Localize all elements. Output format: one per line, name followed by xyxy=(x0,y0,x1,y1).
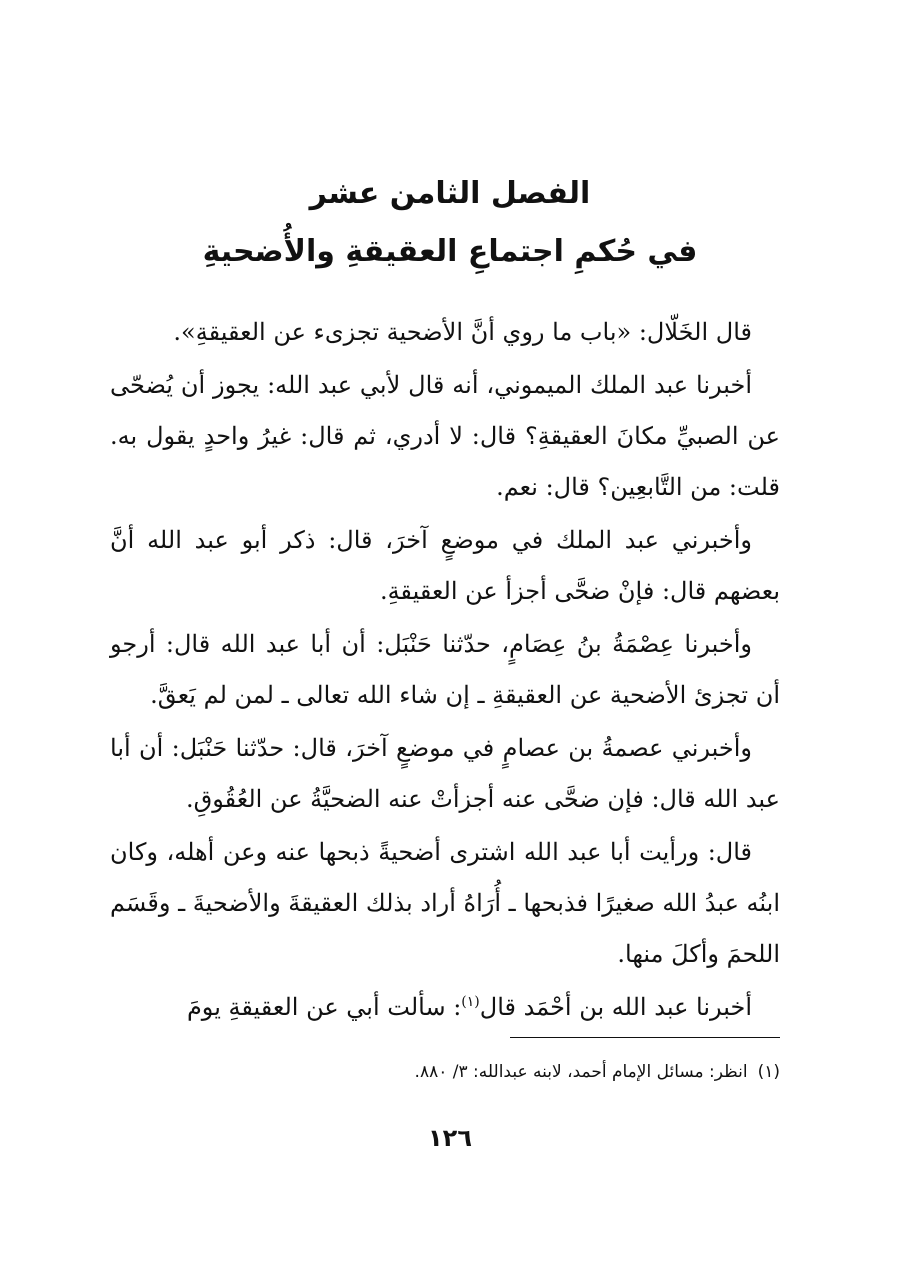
body-text xyxy=(110,307,780,1035)
footnote-divider xyxy=(510,1037,780,1038)
chapter-number-title: الفصل الثامن عشر xyxy=(309,176,591,211)
paragraph-text-start: أخبرنا عبد الله بن أحْمَد قال xyxy=(479,993,752,1021)
paragraph: وأخبرني عبد الملك في موضعٍ آخرَ، قال: ذكر أبو عبد الله أنَّ بعضهم قال: فإنْ ضحَّى أجزأ عن العقيقةِ. xyxy=(110,526,780,605)
paragraph: قال: ورأيت أبا عبد الله اشترى أضحيةً ذبحها عنه وعن أهله، وكان ابنُه عبدُ الله صغيرًا فذبحها ـ أُرَاهُ أراد بذلك العقيقةَ والأضحيةَ ـ وقَسَم اللحمَ وأكلَ منها. xyxy=(110,838,780,968)
chapter-heading xyxy=(100,165,800,281)
footnote-reference[interactable]: (١) xyxy=(461,994,480,1010)
page-number: ١٢٦ xyxy=(428,1124,472,1152)
footnote-text: انظر: مسائل الإمام أحمد، لابنه عبدالله: ٣/ ٨٨٠. xyxy=(414,1062,748,1082)
footnote-marker: (١) xyxy=(757,1062,780,1082)
paragraph: وأخبرني عصمةُ بن عصامٍ في موضعٍ آخرَ، قال: حدّثنا حَنْبَل: أن أبا عبد الله قال: فإن ضحَّى عنه أجزأتْ عنه الضحيَّةُ عن العُقُوقِ. xyxy=(110,734,780,813)
paragraph-text-end: : سألت أبي عن العقيقةِ يومَ xyxy=(186,993,462,1021)
paragraph: وأخبرنا عِصْمَةُ بنُ عِصَامٍ، حدّثنا حَنْبَل: أن أبا عبد الله قال: أرجو أن تجزئ الأضحية عن العقيقةِ ـ إن شاء الله تعالى ـ لمن لم يَعقَّ. xyxy=(110,630,780,709)
chapter-subject-title: في حُكمِ اجتماعِ العقيقةِ والأُضحيةِ xyxy=(202,234,698,269)
footnote xyxy=(110,1058,780,1086)
paragraph: قال الخَلّال: «باب ما روي أنَّ الأضحية تجزىء عن العقيقةِ». xyxy=(173,318,752,346)
paragraph: أخبرنا عبد الملك الميموني، أنه قال لأبي عبد الله: يجوز أن يُضحّى عن الصبيِّ مكانَ العقيقةِ؟ قال: لا أدري، ثم قال: غيرُ واحدٍ يقول به. قلت: من التَّابعِين؟ قال: نعم. xyxy=(110,371,780,501)
paragraph-with-footnote xyxy=(110,982,780,1033)
